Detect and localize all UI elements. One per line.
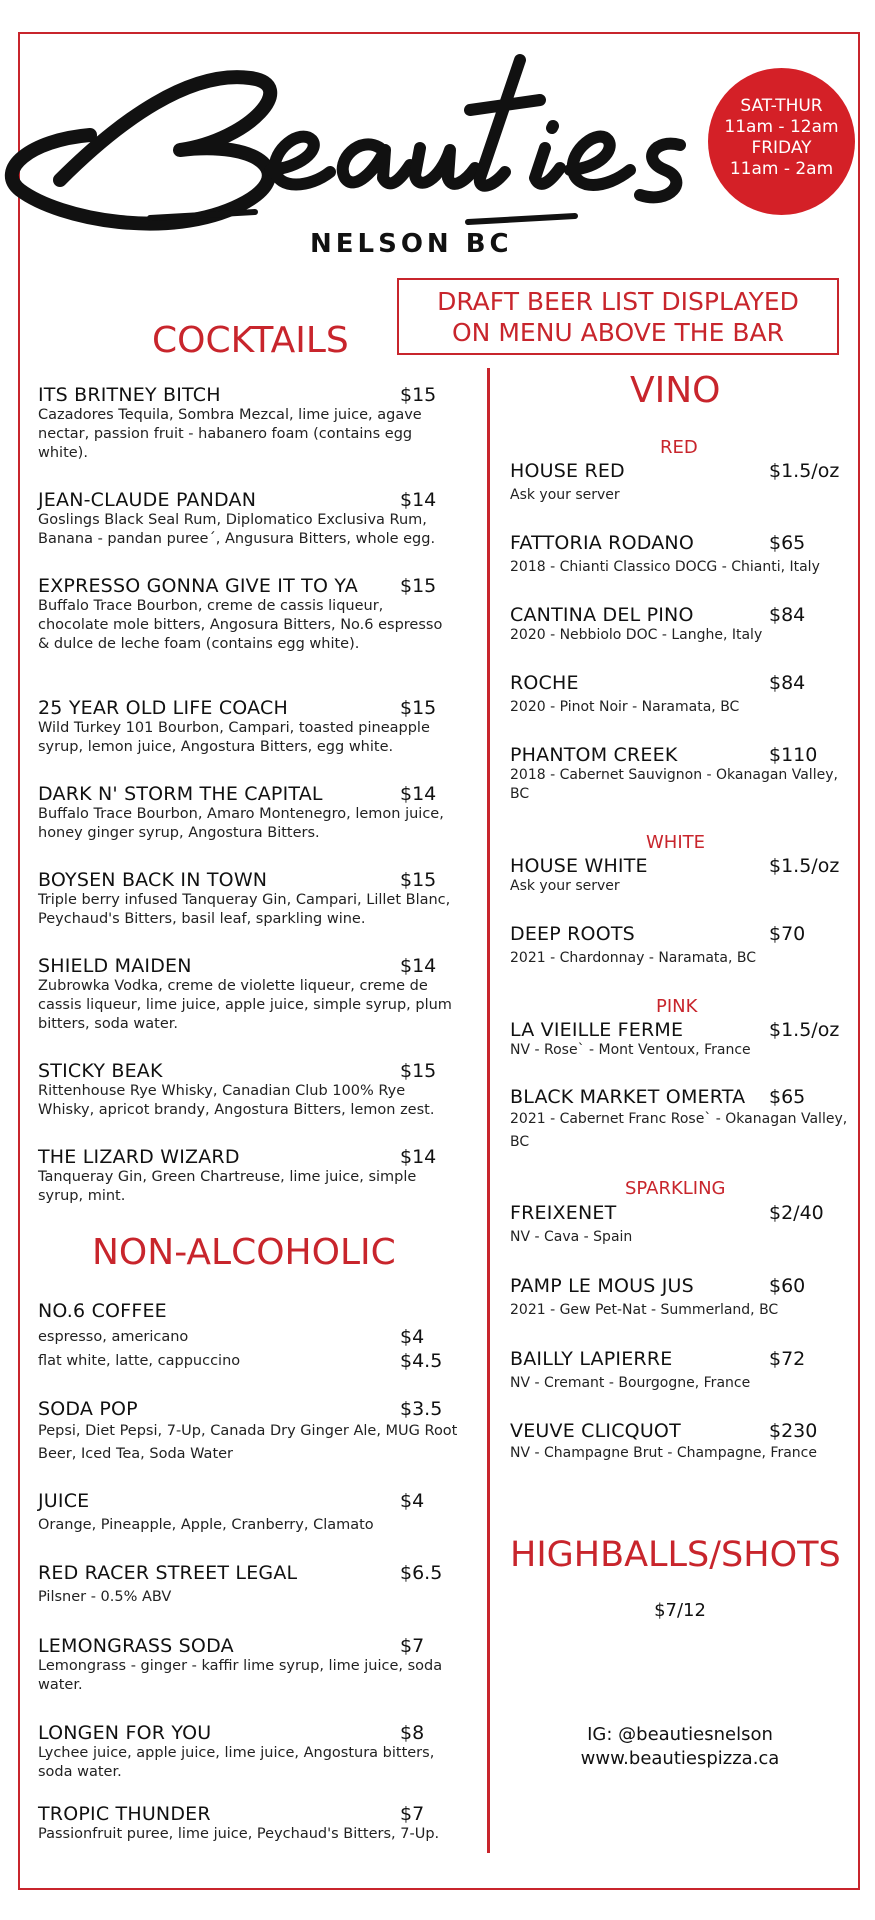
wine-item xyxy=(510,1202,850,1247)
item-description: Lychee juice, apple juice, lime juice, Angostura bitters, soda water. xyxy=(38,1745,435,1780)
item-description: Rittenhouse Rye Whisky, Canadian Club 100% Rye Whisky, apricot brandy, Angostura Bitters, lemon zest. xyxy=(38,1083,435,1118)
cocktail-item xyxy=(38,575,458,654)
item-price: $72 xyxy=(769,1348,806,1370)
non-alcoholic-item xyxy=(38,1490,458,1535)
cocktail-item xyxy=(38,1060,458,1120)
item-description: NV - Rose` - Mont Ventoux, France xyxy=(510,1042,751,1058)
coffee-price-2: $4.5 xyxy=(400,1350,443,1372)
item-price: $1.5/oz xyxy=(769,460,840,482)
item-name: THE LIZARD WIZARD xyxy=(38,1146,240,1168)
item-name: VEUVE CLICQUOT xyxy=(510,1420,681,1442)
item-price: $65 xyxy=(769,1086,806,1108)
item-name: DARK N' STORM THE CAPITAL xyxy=(38,783,323,805)
hours-badge xyxy=(708,68,855,215)
item-price: $14 xyxy=(400,783,437,805)
item-price: $15 xyxy=(400,697,437,719)
item-description: 2018 - Chianti Classico DOCG - Chianti, Italy xyxy=(510,559,820,575)
coffee-line-2: flat white, latte, cappuccino xyxy=(38,1353,241,1369)
non-alcoholic-item xyxy=(38,1635,458,1695)
wine-item xyxy=(510,532,850,577)
svg-text:NELSON BC: NELSON BC xyxy=(310,229,513,259)
item-price: $8 xyxy=(400,1722,425,1744)
sparkling-subtitle: SPARKLING xyxy=(625,1178,726,1199)
item-description: 2020 - Pinot Noir - Naramata, BC xyxy=(510,699,740,715)
draft-notice-line-1: DRAFT BEER LIST DISPLAYED xyxy=(437,287,799,316)
wine-item xyxy=(510,1348,850,1393)
item-name: JUICE xyxy=(38,1490,90,1512)
instagram-handle: IG: @beautiesnelson xyxy=(587,1724,773,1745)
item-name: STICKY BEAK xyxy=(38,1060,163,1082)
item-price: $15 xyxy=(400,1060,437,1082)
item-price: $84 xyxy=(769,672,806,694)
highballs-title: HIGHBALLS/SHOTS xyxy=(510,1535,841,1575)
item-description: Lemongrass - ginger - kaffir lime syrup, lime juice, soda water. xyxy=(38,1658,443,1693)
item-price: $70 xyxy=(769,923,806,945)
item-description: Passionfruit puree, lime juice, Peychaud's Bitters, 7-Up. xyxy=(38,1826,440,1842)
wine-item xyxy=(510,604,850,645)
item-price: $230 xyxy=(769,1420,818,1442)
item-price: $65 xyxy=(769,532,806,554)
non-alcoholic-title: NON-ALCOHOLIC xyxy=(92,1232,396,1273)
item-description: Ask your server xyxy=(510,487,620,503)
item-price: $15 xyxy=(400,869,437,891)
item-name: LEMONGRASS SODA xyxy=(38,1635,234,1657)
item-price: $14 xyxy=(400,955,437,977)
cocktail-item xyxy=(38,697,458,757)
non-alcoholic-item xyxy=(38,1398,458,1466)
item-name: FATTORIA RODANO xyxy=(510,532,695,554)
wine-item xyxy=(510,1275,850,1320)
draft-notice-line-2: ON MENU ABOVE THE BAR xyxy=(452,318,784,347)
item-name: ROCHE xyxy=(510,672,579,694)
item-name: SODA POP xyxy=(38,1398,138,1420)
item-description: Ask your server xyxy=(510,878,620,894)
hours-line-3: FRIDAY xyxy=(751,138,812,158)
highballs-price: $7/12 xyxy=(654,1600,706,1621)
item-description: Pilsner - 0.5% ABV xyxy=(38,1589,172,1605)
item-description: 2021 - Chardonnay - Naramata, BC xyxy=(510,950,757,966)
item-price: $4 xyxy=(400,1490,425,1512)
item-name: SHIELD MAIDEN xyxy=(38,955,192,977)
item-description: Triple berry infused Tanqueray Gin, Campari, Lillet Blanc, Peychaud's Bitters, basil leaf, sparkling wine. xyxy=(38,892,451,927)
item-name: BLACK MARKET OMERTA xyxy=(510,1086,746,1108)
non-alcoholic-item xyxy=(38,1722,458,1782)
item-description: Pepsi, Diet Pepsi, 7-Up, Canada Dry Ginger Ale, MUG Root Beer, Iced Tea, Soda Water xyxy=(38,1423,458,1462)
website-url: www.beautiespizza.ca xyxy=(580,1748,780,1769)
cocktail-item xyxy=(38,869,458,929)
item-name: NO.6 COFFEE xyxy=(38,1300,167,1322)
vino-title: VINO xyxy=(630,370,721,411)
item-name: 25 YEAR OLD LIFE COACH xyxy=(38,697,288,719)
item-price: $14 xyxy=(400,1146,437,1168)
item-description: Cazadores Tequila, Sombra Mezcal, lime juice, agave nectar, passion fruit - habanero foam (contains egg white). xyxy=(38,407,422,461)
item-name: RED RACER STREET LEGAL xyxy=(38,1562,298,1584)
cocktail-item xyxy=(38,489,458,549)
item-price: $1.5/oz xyxy=(769,855,840,877)
column-divider xyxy=(487,368,490,1853)
item-description: 2021 - Cabernet Franc Rose` - Okanagan Valley, BC xyxy=(510,1111,848,1150)
item-description: NV - Cava - Spain xyxy=(510,1229,633,1245)
item-name: CANTINA DEL PINO xyxy=(510,604,694,626)
item-price: $1.5/oz xyxy=(769,1019,840,1041)
item-description: 2021 - Gew Pet-Nat - Summerland, BC xyxy=(510,1302,779,1318)
item-price: $7 xyxy=(400,1803,425,1825)
cocktail-item xyxy=(38,783,458,843)
wine-item xyxy=(510,1086,850,1154)
item-description: 2020 - Nebbiolo DOC - Langhe, Italy xyxy=(510,627,763,643)
item-price: $14 xyxy=(400,489,437,511)
non-alcoholic-item xyxy=(38,1803,458,1844)
item-name: BAILLY LAPIERRE xyxy=(510,1348,673,1370)
coffee-item xyxy=(38,1300,458,1380)
item-description: Tanqueray Gin, Green Chartreuse, lime juice, simple syrup, mint. xyxy=(38,1169,417,1204)
item-description: NV - Cremant - Bourgogne, France xyxy=(510,1375,751,1391)
wine-item xyxy=(510,855,850,896)
cocktail-item xyxy=(38,955,458,1034)
item-price: $2/40 xyxy=(769,1202,824,1224)
item-description: Wild Turkey 101 Bourbon, Campari, toasted pineapple syrup, lemon juice, Angostura Bitters, egg white. xyxy=(38,720,430,755)
item-name: JEAN-CLAUDE PANDAN xyxy=(38,489,257,511)
item-description: 2018 - Cabernet Sauvignon - Okanagan Valley, BC xyxy=(510,767,838,802)
pink-subtitle: PINK xyxy=(656,996,698,1017)
item-name: DEEP ROOTS xyxy=(510,923,635,945)
item-name: HOUSE RED xyxy=(510,460,625,482)
item-price: $110 xyxy=(769,744,818,766)
item-name: LA VIEILLE FERME xyxy=(510,1019,684,1041)
item-name: HOUSE WHITE xyxy=(510,855,648,877)
item-name: FREIXENET xyxy=(510,1202,617,1224)
wine-item xyxy=(510,1420,850,1464)
red-subtitle: RED xyxy=(660,437,698,458)
item-price: $15 xyxy=(400,575,437,597)
hours-line-2: 11am - 12am xyxy=(724,117,839,137)
item-description: Goslings Black Seal Rum, Diplomatico Exclusiva Rum, Banana - pandan puree´, Angusura Bitters, whole egg. xyxy=(38,512,436,547)
item-price: $6.5 xyxy=(400,1562,443,1584)
item-name: BOYSEN BACK IN TOWN xyxy=(38,869,268,891)
item-description: Buffalo Trace Bourbon, creme de cassis liqueur, chocolate mole bitters, Angosura Bitters, No.6 espresso & dulce de leche foam (contains egg white). xyxy=(38,598,443,652)
wine-item xyxy=(510,672,850,717)
wine-item xyxy=(510,1019,850,1060)
item-name: ITS BRITNEY BITCH xyxy=(38,384,221,406)
wine-item xyxy=(510,744,850,804)
item-price: $3.5 xyxy=(400,1398,443,1420)
item-price: $60 xyxy=(769,1275,806,1297)
cocktail-item xyxy=(38,1146,458,1206)
item-description: Buffalo Trace Bourbon, Amaro Montenegro, lemon juice, honey ginger syrup, Angostura Bitters. xyxy=(38,806,444,841)
non-alcoholic-item xyxy=(38,1562,458,1607)
item-name: TROPIC THUNDER xyxy=(38,1803,211,1825)
item-name: EXPRESSO GONNA GIVE IT TO YA xyxy=(38,575,358,597)
coffee-line-1: espresso, americano xyxy=(38,1329,189,1345)
item-price: $7 xyxy=(400,1635,425,1657)
item-description: Zubrowka Vodka, creme de violette liqueur, creme de cassis liqueur, lime juice, apple juice, simple syrup, plum bitters, soda water. xyxy=(38,978,452,1032)
wine-item xyxy=(510,460,850,505)
item-name: PAMP LE MOUS JUS xyxy=(510,1275,694,1297)
hours-line-1: SAT-THUR xyxy=(740,96,823,116)
item-price: $15 xyxy=(400,384,437,406)
item-name: PHANTOM CREEK xyxy=(510,744,678,766)
cocktails-title: COCKTAILS xyxy=(152,320,349,361)
white-subtitle: WHITE xyxy=(646,832,706,853)
item-price: $84 xyxy=(769,604,806,626)
item-description: Orange, Pineapple, Apple, Cranberry, Clamato xyxy=(38,1517,374,1533)
beauties-logo xyxy=(0,0,720,270)
draft-beer-notice xyxy=(397,278,839,355)
cocktail-item xyxy=(38,384,458,463)
coffee-price-1: $4 xyxy=(400,1326,425,1348)
item-name: LONGEN FOR YOU xyxy=(38,1722,212,1744)
wine-item xyxy=(510,923,850,968)
hours-line-4: 11am - 2am xyxy=(729,159,834,179)
item-description: NV - Champagne Brut - Champagne, France xyxy=(510,1445,817,1461)
